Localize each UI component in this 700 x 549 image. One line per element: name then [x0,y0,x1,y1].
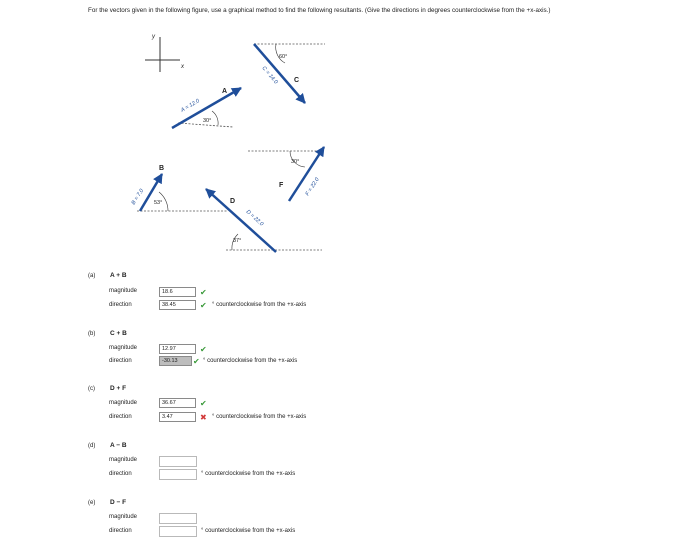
part-c-direction-incorrect-icon: ✖ [200,413,207,422]
x-axis-label: x [181,64,184,70]
vector-d [206,189,322,252]
vector-b-angle: 53° [154,200,163,206]
part-a-magnitude-input[interactable]: 18.6 [159,287,196,297]
part-b-direction-correct-icon: ✔ [193,357,200,366]
part-d-direction-suffix: ° counterclockwise from the +x-axis [201,471,296,477]
vector-a-magnitude-label: A = 12.0 [180,98,201,114]
vector-a-angle: 30° [203,118,212,124]
part-a [88,272,127,279]
vector-b [131,165,228,211]
part-e-letter: (e) [88,500,96,506]
part-b-direction-input[interactable]: -30.13 [159,356,192,366]
part-c-direction-suffix: ° counterclockwise from the +x-axis [212,414,307,420]
part-c-direction-label: direction [109,414,132,420]
part-d-magnitude-input[interactable] [159,456,197,467]
part-a-magnitude-label: magnitude [109,288,138,294]
part-a-direction-correct-icon: ✔ [200,301,207,310]
part-a-direction-label: direction [109,302,132,308]
part-d-expression: A − B [110,442,127,449]
part-e [88,499,126,506]
part-d-letter: (d) [88,443,96,449]
part-c-magnitude-correct-icon: ✔ [200,399,207,408]
vector-f-magnitude-label: F = 22.0 [304,176,321,198]
problem-instructions: For the vectors given in the following figure, use a graphical method to find the following resultants. (Give the directions in degrees counterclockwise from the +x-axis.) [88,7,551,14]
vector-d-angle: 37° [233,238,242,244]
vector-b-magnitude-label: B = 7.0 [130,188,146,207]
part-d [88,442,127,449]
vector-f [248,147,324,201]
part-a-magnitude-correct-icon: ✔ [200,288,207,297]
part-c-magnitude-label: magnitude [109,400,138,406]
vector-c-angle: 60° [279,54,288,60]
part-a-direction-input[interactable]: 38.45 [159,300,196,310]
part-c [88,385,126,392]
part-e-expression: D − F [110,499,127,506]
part-b-magnitude-label: magnitude [109,345,138,351]
part-b-direction-suffix: ° counterclockwise from the +x-axis [203,358,298,364]
part-c-letter: (c) [88,386,95,392]
part-b-magnitude-input[interactable]: 12.97 [159,344,196,354]
part-b-letter: (b) [88,331,96,337]
part-e-direction-suffix: ° counterclockwise from the +x-axis [201,528,296,534]
vector-f-name: F [279,182,284,189]
axes [145,34,185,72]
part-b-direction-label: direction [109,358,132,364]
part-c-expression: D + F [110,385,127,392]
vector-d-magnitude-label: D = 22.0 [244,209,265,228]
part-e-direction-input[interactable] [159,526,197,537]
part-e-direction-label: direction [109,528,132,534]
part-d-magnitude-label: magnitude [109,457,138,463]
vector-b-name: B [159,165,165,172]
part-d-direction-label: direction [109,471,132,477]
part-e-magnitude-label: magnitude [109,514,138,520]
vector-c [254,44,325,103]
vector-a [172,88,241,128]
part-d-direction-input[interactable] [159,469,197,480]
vector-c-magnitude-label: C = 14.0 [260,65,279,86]
part-c-magnitude-input[interactable]: 36.67 [159,398,196,408]
part-e-magnitude-input[interactable] [159,513,197,524]
part-a-expression: A + B [110,272,127,279]
part-b [88,330,127,337]
vector-c-name: C [294,77,300,84]
part-b-magnitude-correct-icon: ✔ [200,345,207,354]
part-c-direction-input[interactable]: 3.47 [159,412,196,422]
part-a-letter: (a) [88,273,96,279]
part-b-expression: C + B [110,330,127,337]
vector-figure [0,0,700,260]
vector-d-name: D [230,198,236,205]
vector-f-angle: 30° [291,159,300,165]
part-a-direction-suffix: ° counterclockwise from the +x-axis [212,302,307,308]
y-axis-label: y [152,34,155,40]
vector-a-name: A [222,88,228,95]
